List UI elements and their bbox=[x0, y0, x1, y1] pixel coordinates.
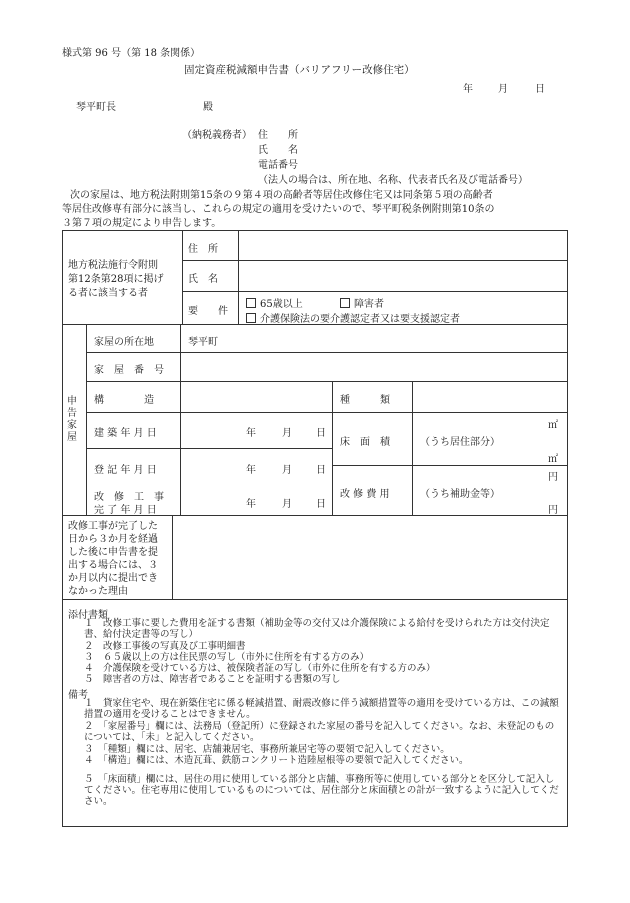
late-reason-label-1: 改修工事が完了した bbox=[68, 521, 158, 532]
renovation-date-label-2: 完 了 年 月 日 bbox=[94, 505, 157, 516]
remark-item-3: ３ 「種類」欄には、居宅、店舗兼居宅、事務所兼居宅等の要領で記入してください。 bbox=[84, 744, 450, 755]
renovation-cost-label: 改 修 費 用 bbox=[340, 489, 390, 500]
late-reason-label-6: なかった理由 bbox=[68, 586, 128, 597]
addressee: 琴平町長 bbox=[76, 102, 116, 113]
form-number: 様式第 96 号（第 18 条関係） bbox=[62, 48, 201, 59]
corporate-note: （法人の場合は、所在地、名称、代表者氏名及び電話番号） bbox=[258, 175, 528, 186]
checkbox-care-certified-label: 介護保険法の要介護認定者又は要支援認定者 bbox=[260, 314, 460, 325]
person-name-label: 氏 名 bbox=[188, 274, 218, 285]
intro-line-1: 次の家屋は、地方税法附則第15条の９第４項の高齢者等居住改修住宅又は同条第５項の高齢者 bbox=[70, 190, 493, 201]
attachment-item-5: ５ 障害者の方は、障害者であることを証明する書類の写し bbox=[84, 674, 341, 685]
honorific: 殿 bbox=[203, 102, 213, 113]
checkbox-disabled[interactable] bbox=[340, 295, 384, 310]
attachment-item-1: １ 改修工事に要した費用を証する書類（補助金等の交付又は介護保険による給付を受けられた方は交付決定書、給付決定書等の写し） bbox=[84, 618, 550, 640]
renovation-date-month: 月 bbox=[282, 499, 292, 510]
attachment-item-4: ４ 介護保険を受けている方は、被保険者証の写し（市外に住所を有する方のみ） bbox=[84, 663, 436, 674]
attachment-item-2: ２ 改修工事後の写真及び工事明細書 bbox=[84, 641, 246, 652]
house-location-label: 家屋の所在地 bbox=[94, 337, 154, 348]
form-title: 固定資産税減額申告書（バリアフリー改修住宅） bbox=[184, 64, 415, 76]
remark-item-5: ５ 「床面積」欄には、居住の用に使用している部分と店舗、事務所等に使用している部分とを区分して記入してください。住宅専用に使用しているものについては、居住部分と床面積との計が一致するように記入してください。 bbox=[84, 774, 559, 807]
remark-item-2: ２ 「家屋番号」欄には、法務局（登記所）に登録された家屋の番号を記入してください。なお、未登記のものについては、「未」と記入してください。 bbox=[84, 721, 555, 743]
late-reason-label-3: した後に申告書を提 bbox=[68, 547, 158, 558]
attachments-heading: 添付書類 bbox=[68, 610, 108, 621]
late-reason-label-5: か月以内に提出でき bbox=[68, 573, 158, 584]
built-date-year: 年 bbox=[246, 428, 256, 439]
registered-date-year: 年 bbox=[246, 465, 256, 476]
taxpayer-label: （納税義務者） bbox=[182, 130, 252, 141]
checkbox-disabled-label: 障害者 bbox=[354, 299, 384, 310]
remark-item-1: １ 貸家住宅や、現在新築住宅に係る軽減措置、耐震改修に伴う減額措置等の適用を受けている方は、この減額措置の適用を受けることはできません。 bbox=[84, 698, 559, 720]
attachment-item-3: ３ ６５歳以上の方は住民票の写し（市外に住所を有する方のみ） bbox=[84, 652, 370, 663]
checkbox-care-certified[interactable] bbox=[246, 310, 460, 325]
house-section-side-label: 申告家屋 bbox=[67, 396, 77, 443]
checkbox-65-over[interactable] bbox=[246, 295, 303, 310]
intro-line-2: 等居住改修専有部分に該当し、これらの規定の適用を受けたいので、琴平町税条例附則第10条の bbox=[62, 204, 495, 215]
intro-line-3: ３第７項の規定により申告します。 bbox=[62, 218, 222, 229]
floor-area-sub-label: （うち居住部分） bbox=[420, 437, 500, 448]
person-section-label-2: 第12条第28項に掲げ bbox=[68, 274, 164, 285]
taxpayer-name-label: 氏 名 bbox=[258, 145, 298, 156]
renovation-date-day: 日 bbox=[316, 499, 326, 510]
house-type-label: 種 類 bbox=[340, 395, 390, 406]
renovation-cost-sub-label: （うち補助金等） bbox=[420, 489, 500, 500]
person-section-label-3: る者に該当する者 bbox=[68, 288, 148, 299]
taxpayer-phone-label: 電話番号 bbox=[258, 160, 298, 171]
floor-area-unit-1: ㎡ bbox=[548, 420, 558, 431]
taxpayer-address-label: 住 所 bbox=[258, 130, 298, 141]
date-day: 日 bbox=[535, 84, 545, 95]
house-structure-label: 構 造 bbox=[94, 395, 154, 406]
renovation-date-label-1: 改 修 工 事 bbox=[94, 492, 164, 503]
late-reason-label-4: 出する場合には、３ bbox=[68, 560, 158, 571]
renovation-cost-unit-2: 円 bbox=[548, 505, 558, 516]
floor-area-label: 床 面 積 bbox=[340, 437, 390, 448]
late-reason-label-2: 日から３か月を経過 bbox=[68, 534, 158, 545]
house-location-value: 琴平町 bbox=[188, 337, 218, 348]
date-year: 年 bbox=[463, 84, 473, 95]
person-requirement-label: 要 件 bbox=[188, 306, 228, 317]
built-date-label: 建 築 年 月 日 bbox=[94, 428, 157, 439]
renovation-cost-unit-1: 円 bbox=[548, 472, 558, 483]
registered-date-label: 登 記 年 月 日 bbox=[94, 465, 157, 476]
registered-date-day: 日 bbox=[316, 465, 326, 476]
floor-area-unit-2: ㎡ bbox=[548, 454, 558, 465]
built-date-month: 月 bbox=[282, 428, 292, 439]
checkbox-65-over-label: 65歳以上 bbox=[260, 299, 303, 310]
person-address-label: 住 所 bbox=[188, 244, 218, 255]
renovation-date-year: 年 bbox=[246, 499, 256, 510]
person-section-label-1: 地方税法施行令附則 bbox=[68, 260, 158, 271]
built-date-day: 日 bbox=[316, 428, 326, 439]
date-month: 月 bbox=[498, 84, 508, 95]
remarks-heading: 備考 bbox=[68, 690, 88, 701]
registered-date-month: 月 bbox=[282, 465, 292, 476]
remark-item-4: ４ 「構造」欄には、木造瓦葺、鉄筋コンクリート造陸屋根等の要領で記入してください。 bbox=[84, 755, 469, 766]
house-number-label: 家 屋 番 号 bbox=[94, 365, 164, 376]
